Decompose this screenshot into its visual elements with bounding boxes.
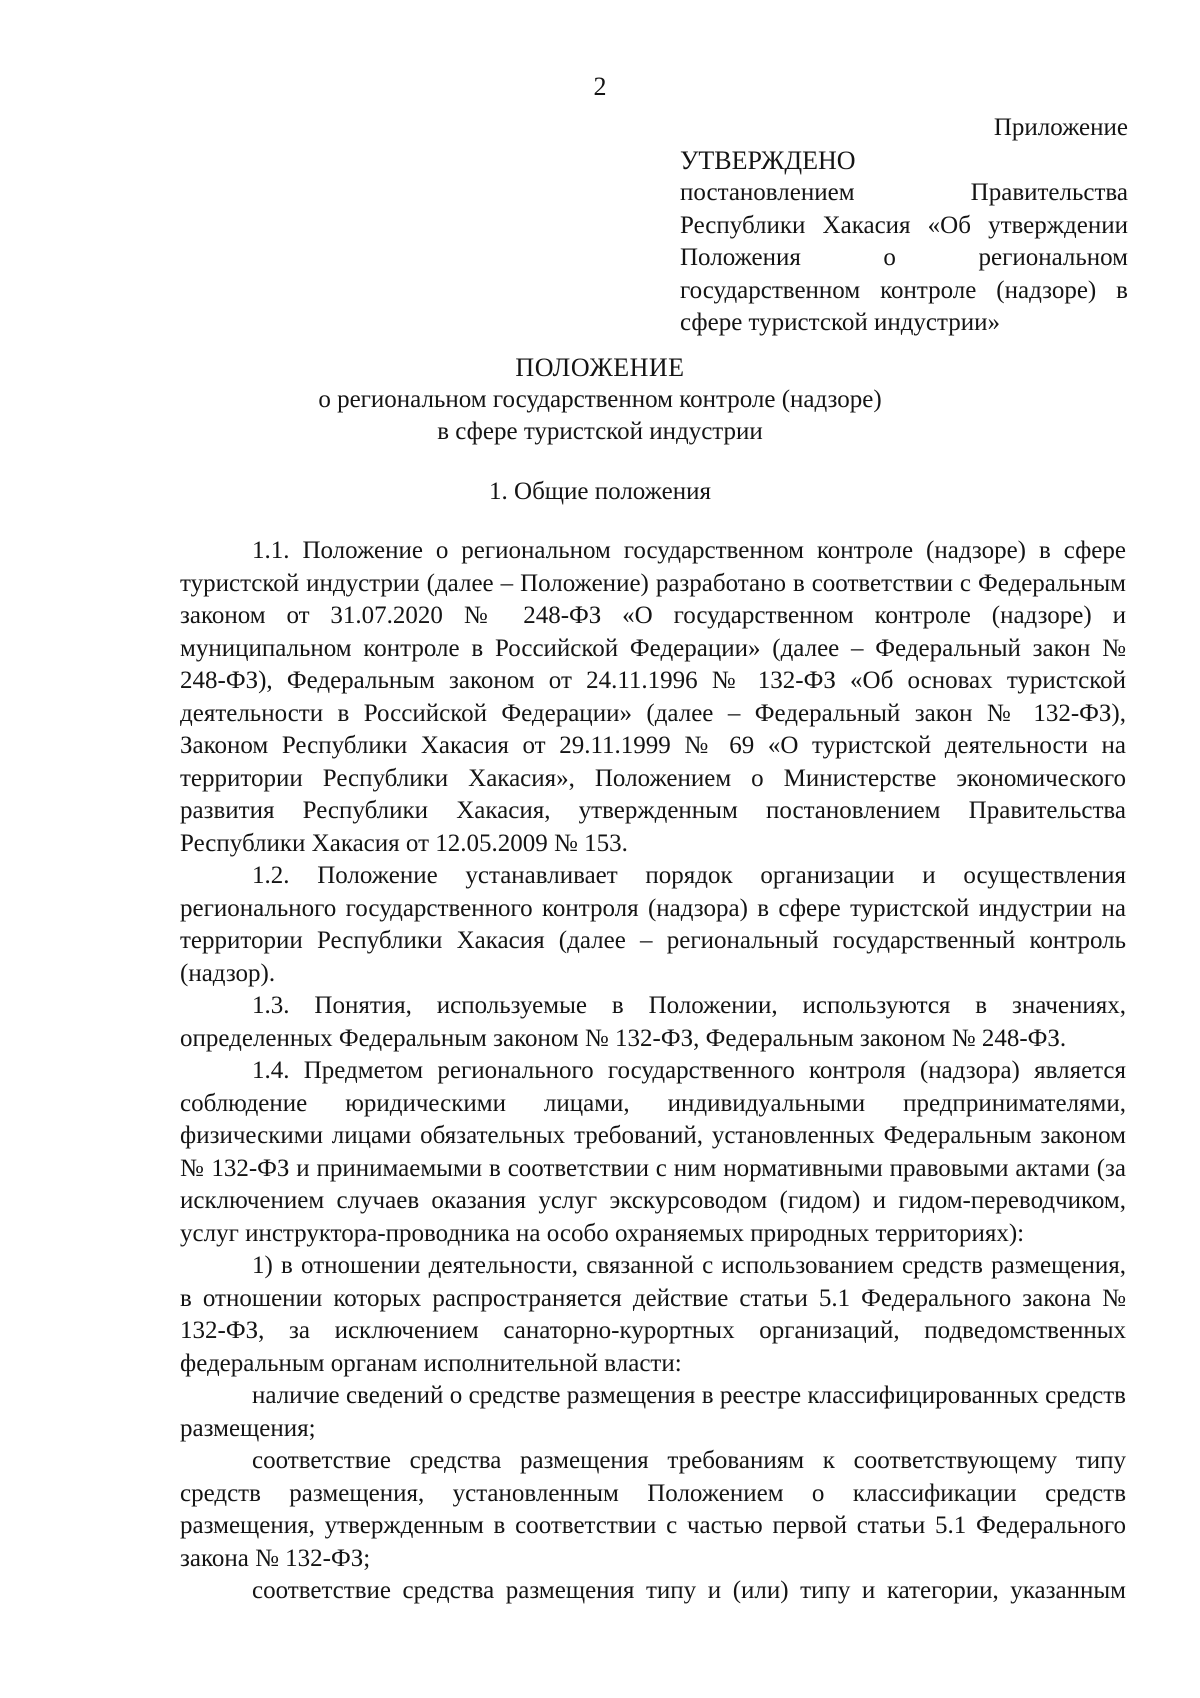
paragraph-registry-info: наличие сведений о средстве размещения в реестре классифицированных средств размещения;: [180, 1382, 1126, 1442]
document-subtitle-line-2: в сфере туристской индустрии: [437, 418, 763, 445]
approved-label: УТВЕРЖДЕНО: [680, 145, 856, 175]
section-heading: 1. Общие положения: [489, 478, 711, 505]
paragraph-1-3: 1.3. Понятия, используемые в Положении, используются в значениях, определенных Федеральным законом № 132-ФЗ, Федеральным законом № 248-ФЗ.: [180, 992, 1126, 1052]
paragraph-item-1: 1) в отношении деятельности, связанной с использованием средств размещения, в отношении которых распространяется действие статьи 5.1 Федерального закона № 132-ФЗ, за исключением санаторно-курортных организаций, подведомственных федеральным органам исполнительной власти:: [180, 1252, 1126, 1377]
approval-decree-text: постановлением Правительства Республики Хакасия «Об утверждении Положения о региональном государственном контроле (надзоре) в сфере туристской индустрии»: [680, 179, 1128, 336]
appendix-label: Приложение: [993, 114, 1128, 141]
paragraph-1-4: 1.4. Предметом регионального государственного контроля (надзора) является соблюдение юридическими лицами, индивидуальными предпринимателями, физическими лицами обязательных требований, установленных Федеральным законом № 132-ФЗ и принимаемыми в соответствии с ним нормативными правовыми актами (за исключением случаев оказания услуг экскурсоводом (гидом) и гидом-переводчиком, услуг инструктора-проводника на особо охраняемых природных территориях):: [180, 1057, 1126, 1247]
document-title-block: [0, 352, 1200, 448]
paragraph-type-category: соответствие средства размещения типу и (или) типу и категории, указанным: [252, 1577, 1126, 1604]
page-number: 2: [593, 72, 607, 101]
paragraph-1-2: 1.2. Положение устанавливает порядок организации и осуществления регионального государственного контроля (надзора) в сфере туристской индустрии на территории Республики Хакасия (далее – региональный государственный контроль (надзор).: [180, 862, 1126, 987]
approval-stamp-block: [680, 112, 1128, 340]
document-subtitle-line-1: о региональном государственном контроле (надзоре): [318, 386, 882, 413]
paragraph-1-1: 1.1. Положение о региональном государственном контроле (надзоре) в сфере туристской индустрии (далее – Положение) разработано в соответствии с Федеральным законом от 31.07.2020 № 248-ФЗ «О государственном контроле (надзоре) и муниципальном контроле в Российской Федерации» (далее – Федеральный закон № 248-ФЗ), Федеральным законом от 24.11.1996 № 132-ФЗ «Об основах туристской деятельности в Российской Федерации» (далее – Федеральный закон № 132-ФЗ), Законом Республики Хакасия от 29.11.1999 № 69 «О туристской деятельности на территории Республики Хакасия», Положением о Министерстве экономического развития Республики Хакасия, утвержденным постановлением Правительства Республики Хакасия от 12.05.2009 № 153.: [180, 537, 1126, 857]
document-title: ПОЛОЖЕНИЕ: [515, 353, 685, 382]
document-body: [180, 535, 1126, 1608]
paragraph-type-requirements: соответствие средства размещения требованиям к соответствующему типу средств размещения, установленным Положением о классификации средств размещения, утвержденным в соответствии с частью первой статьи 5.1 Федерального закона № 132-ФЗ;: [180, 1447, 1126, 1572]
